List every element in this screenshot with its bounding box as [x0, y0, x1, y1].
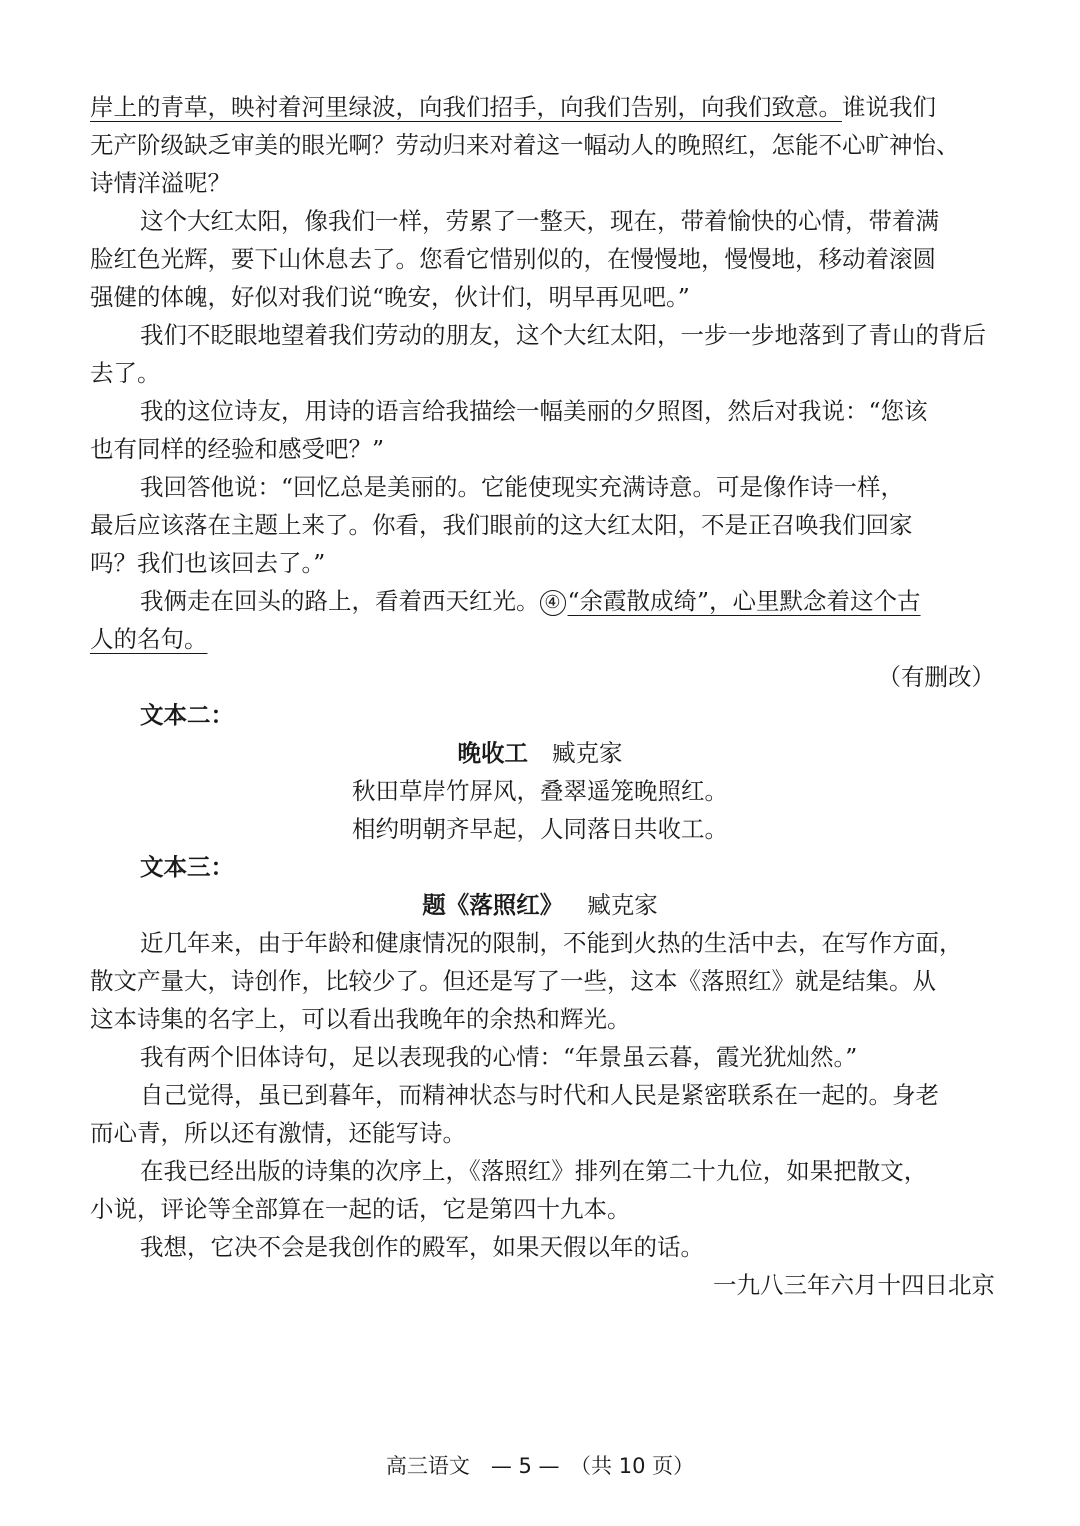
poem-author: 臧克家: [552, 739, 623, 767]
paragraph-line: 最后应该落在主题上来了。你看，我们眼前的这大红太阳，不是正召唤我们回家: [90, 511, 913, 539]
paragraph-line: 我俩走在回头的路上，看着西天红光。 ④ “余霞散成绮”，心里默念着这个古: [140, 587, 921, 615]
paragraph-line: 散文产量大，诗创作，比较少了。但还是写了一些，这本《落照红》就是结集。从: [90, 967, 936, 995]
paragraph-line: 我的这位诗友，用诗的语言给我描绘一幅美丽的夕照图，然后对我说：“您该: [140, 397, 928, 425]
essay-author: 臧克家: [587, 891, 658, 919]
paragraph-line: 脸红色光辉，要下山休息去了。您看它惜别似的，在慢慢地，慢慢地，移动着滚圆: [90, 245, 936, 273]
question-marker-4: ④: [540, 590, 566, 616]
paragraph-line: 我回答他说：“回忆总是美丽的。它能使现实充满诗意。可是像作诗一样，: [140, 473, 905, 501]
paragraph-line: 自己觉得，虽已到暮年，而精神状态与时代和人民是紧密联系在一起的。身老: [140, 1081, 939, 1109]
paragraph-line: 这本诗集的名字上，可以看出我晚年的余热和辉光。: [90, 1005, 631, 1033]
paragraph-line: 诗情洋溢呢？: [90, 169, 231, 197]
underlined-sentence: “余霞散成绮”，心里默念着这个古: [567, 587, 921, 615]
poem-line: 秋田草岸竹屏风，叠翠遥笼晚照红。: [352, 777, 728, 805]
paragraph-line: 吗？我们也该回去了。”: [90, 549, 326, 577]
paragraph-line: 小说，评论等全部算在一起的话，它是第四十九本。: [90, 1195, 631, 1223]
paragraph-line: [90, 624, 995, 654]
paragraph-line: 这个大红太阳，像我们一样，劳累了一整天，现在，带着愉快的心情，带着满: [140, 207, 939, 235]
paragraph-line: 无产阶级缺乏审美的眼光啊？劳动归来对着这一幅动人的晚照红，怎能不心旷神怡、: [90, 131, 960, 159]
paragraph-line: 我有两个旧体诗句，足以表现我的心情：“年景虽云暮，霞光犹灿然。”: [140, 1043, 858, 1071]
section-heading-text2: 文本二：: [140, 701, 234, 729]
source-note: （有删改）: [877, 663, 995, 691]
paragraph-line: 也有同样的经验和感受吧？”: [90, 435, 385, 463]
paragraph-line: 岸上的青草，映衬着河里绿波，向我们招手，向我们告别，向我们致意。谁说我们: [90, 93, 936, 121]
underlined-sentence: 岸上的青草，映衬着河里绿波，向我们招手，向我们告别，向我们致意。: [90, 93, 842, 121]
paragraph-line: 我想，它决不会是我创作的殿军，如果天假以年的话。: [140, 1233, 704, 1261]
paragraph-line: 而心青，所以还有激情，还能写诗。: [90, 1119, 466, 1147]
paragraph-line: 我们不眨眼地望着我们劳动的朋友，这个大红太阳，一步一步地落到了青山的背后: [140, 321, 986, 349]
paragraph-line: 近几年来，由于年龄和健康情况的限制，不能到火热的生活中去，在写作方面，: [140, 929, 963, 957]
page-footer: 高三语文 — 5 — （共 10 页）: [385, 1454, 695, 1478]
date-place: 一九八三年六月十四日北京: [713, 1271, 995, 1299]
poem-line: 相约明朝齐早起，人同落日共收工。: [352, 815, 728, 843]
poem-title: 晚收工 臧克家: [457, 739, 623, 767]
underlined-sentence: 人的名句。: [90, 625, 208, 653]
paragraph-line: 去了。: [90, 359, 161, 387]
paragraph-line: 强健的体魄，好似对我们说“晚安，伙计们，明早再见吧。”: [90, 283, 690, 311]
essay-title: 题《落照红》 臧克家: [422, 891, 658, 919]
paragraph-line: 在我已经出版的诗集的次序上，《落照红》排列在第二十九位，如果把散文，: [140, 1157, 928, 1185]
section-heading-text3: 文本三：: [140, 853, 234, 881]
